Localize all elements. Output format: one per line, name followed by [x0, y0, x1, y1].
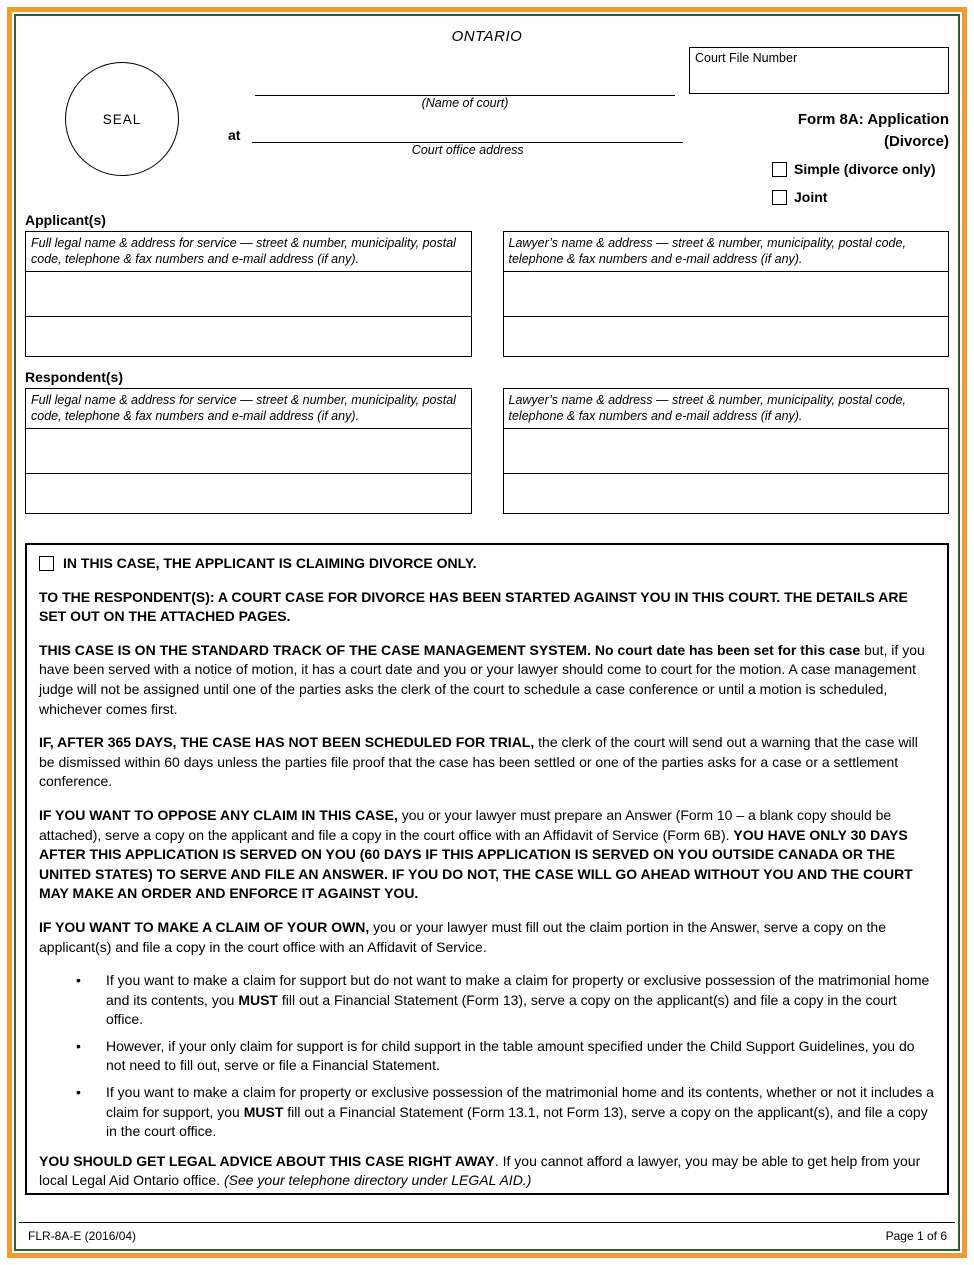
bullet-support-claim-text — [106, 971, 935, 1030]
bullet-3-pre: If you want to make a claim for property or exclusive possession of the matrimonial home and its contents, whether or not it includes a claim for support, you — [106, 1084, 934, 1120]
trial-365-bold: IF, AFTER 365 DAYS, THE CASE HAS NOT BEEN SCHEDULED FOR TRIAL, — [39, 734, 535, 751]
form-subtitle: (Divorce) — [883, 133, 949, 150]
divorce-only-checkbox[interactable] — [39, 556, 54, 571]
divorce-only-text: IN THIS CASE, THE APPLICANT IS CLAIMING DIVORCE ONLY. — [63, 555, 477, 571]
applicant-lawyer-input-1[interactable] — [504, 272, 949, 317]
oppose-bold-1: IF YOU WANT TO OPPOSE ANY CLAIM IN THIS CASE, — [39, 806, 398, 823]
respondent-name-address-input-1[interactable] — [26, 429, 471, 474]
bullet-1-bold: MUST — [238, 991, 278, 1008]
court-identification-area — [228, 70, 683, 158]
bullet-icon: • — [76, 972, 81, 989]
at-label: at — [228, 127, 241, 143]
standard-track-rest: but, if you have been served with a notice of motion, it has a court date and you or your lawyer should come to court for the motion. A case management judge will not be assigned until one of the parties asks the clerk of the court to schedule a case conference or until a motion is scheduled, whichever comes first. — [39, 641, 925, 717]
bullet-1-post: fill out a Financial Statement (Form 13), serve a copy on the applicant(s) and file a copy in the court office. — [106, 991, 897, 1028]
court-office-address-field[interactable] — [252, 119, 683, 143]
court-office-address-column — [252, 119, 683, 158]
court-file-number-box — [689, 47, 949, 94]
outer-orange-border — [7, 7, 967, 1258]
respondent-name-address-input-2[interactable] — [26, 474, 471, 513]
own-claim-bold: IF YOU WANT TO MAKE A CLAIM OF YOUR OWN, — [39, 918, 370, 935]
trial-365-paragraph — [39, 733, 935, 792]
applicant-lawyer-box — [503, 231, 950, 357]
oppose-claim-paragraph — [39, 806, 935, 904]
respondents-grid — [25, 388, 949, 514]
court-office-address-caption: Court office address — [411, 143, 524, 157]
bullet-property-claim — [39, 1083, 935, 1142]
applicant-name-address-header: Full legal name & address for service — street & number, municipality, postal code, telephone & fax numbers and e-mail address (if any). — [26, 232, 471, 272]
bullet-3-bold: MUST — [243, 1103, 284, 1120]
seal-label: SEAL — [102, 111, 142, 127]
respondent-lawyer-input-1[interactable] — [504, 429, 949, 474]
form-identification — [744, 109, 949, 208]
respondent-name-address-box — [25, 388, 472, 514]
notice-to-respondent-box — [25, 543, 949, 1195]
legal-advice-paragraph — [39, 1152, 935, 1191]
respondent-name-address-header: Full legal name & address for service — street & number, municipality, postal code, telephone & fax numbers and e-mail address (if any). — [26, 389, 471, 429]
bullet-support-claim — [39, 971, 935, 1030]
respondent-lawyer-header: Lawyer’s name & address — street & number, municipality, postal code, telephone & fax numbers and e-mail address (if any). — [504, 389, 949, 429]
applicant-name-address-input-2[interactable] — [26, 317, 471, 356]
simple-divorce-checkbox[interactable] — [772, 162, 787, 177]
court-seal — [65, 62, 179, 176]
form-title: Form 8A: Application — [797, 111, 949, 128]
respondents-heading: Respondent(s) — [25, 369, 123, 385]
applicant-name-address-box — [25, 231, 472, 357]
name-of-court-caption: (Name of court) — [421, 96, 509, 110]
name-of-court-field[interactable] — [255, 70, 675, 96]
own-claim-paragraph — [39, 918, 935, 957]
form-code: FLR-8A-E (2016/04) — [28, 1229, 137, 1243]
bullet-icon: • — [76, 1037, 81, 1054]
oppose-bold-2: YOU HAVE ONLY 30 DAYS AFTER THIS APPLICATION IS SERVED ON YOU (60 DAYS IF THIS APPLICATION IS SERVED ON YOU OUTSIDE CANADA OR THE UNITED STATES) TO SERVE AND FILE AN ANSWER. IF YOU DO NOT, THE CASE WILL GO AHEAD WITHOUT YOU AND THE COURT MAY MAKE AN ORDER AND ENFORCE IT AGAINST YOU. — [39, 826, 913, 902]
bullet-child-support-text — [106, 1037, 935, 1076]
joint-divorce-checkbox[interactable] — [772, 190, 787, 205]
standard-track-bold: THIS CASE IS ON THE STANDARD TRACK OF THE CASE MANAGEMENT SYSTEM. No court date has been set for this case — [39, 641, 861, 658]
page-number: Page 1 of 6 — [885, 1229, 947, 1243]
simple-divorce-label: Simple (divorce only) — [794, 161, 936, 177]
respondent-lawyer-input-2[interactable] — [504, 474, 949, 513]
standard-track-paragraph — [39, 641, 935, 719]
divorce-type-options — [772, 158, 949, 208]
court-file-number-input[interactable] — [695, 65, 943, 89]
court-file-number-label: Court File Number — [695, 51, 798, 65]
divorce-only-claim-row — [39, 554, 935, 574]
form-header — [25, 26, 949, 212]
applicants-grid — [25, 231, 949, 357]
province-title: ONTARIO — [451, 28, 523, 45]
joint-divorce-label: Joint — [794, 189, 828, 205]
inner-green-border — [14, 14, 960, 1251]
bullet-property-claim-text — [106, 1083, 935, 1142]
legal-advice-bold: YOU SHOULD GET LEGAL ADVICE ABOUT THIS CASE RIGHT AWAY — [39, 1152, 495, 1169]
applicants-heading: Applicant(s) — [25, 212, 106, 228]
applicant-lawyer-input-2[interactable] — [504, 317, 949, 356]
court-address-row — [228, 119, 683, 158]
respondent-lawyer-box — [503, 388, 950, 514]
legal-advice-mid: . If you cannot afford a lawyer, you may be able to get help from your local Legal Aid Ontario office. — [39, 1152, 921, 1189]
bullet-child-support — [39, 1037, 935, 1076]
trial-365-rest: the clerk of the court will send out a warning that the case will be dismissed within 60 days unless the parties file proof that the case has been settled or one of the parties asks for a case or a settlement conference. — [39, 734, 918, 790]
bullet-2-pre: However, if your only claim for support is for child support in the table amount specified under the Child Support Guidelines, you do not need to fill out, serve or file a Financial Statement. — [106, 1037, 915, 1074]
page-footer — [19, 1222, 955, 1243]
joint-divorce-option[interactable] — [772, 186, 827, 208]
applicant-lawyer-header: Lawyer’s name & address — street & number, municipality, postal code, telephone & fax numbers and e-mail address (if any). — [504, 232, 949, 272]
oppose-mid: you or your lawyer must prepare an Answer (Form 10 – a blank copy should be attached), serve a copy on the applicant and file a copy in the court office with an Affidavit of Service (Form 6B). — [39, 806, 892, 843]
legal-advice-italic: (See your telephone directory under LEGAL AID.) — [223, 1172, 532, 1189]
to-respondent-paragraph: TO THE RESPONDENT(S): A COURT CASE FOR DIVORCE HAS BEEN STARTED AGAINST YOU IN THIS COURT. THE DETAILS ARE SET OUT ON THE ATTACHED PAGES. — [39, 588, 908, 625]
applicant-name-address-input-1[interactable] — [26, 272, 471, 317]
own-claim-rest: you or your lawyer must fill out the claim portion in the Answer, serve a copy on the applicant(s) and file a copy in the court office with an Affidavit of Service. — [39, 918, 886, 955]
bullet-1-pre: If you want to make a claim for support but do not want to make a claim for property or exclusive possession of the matrimonial home and its contents, you — [106, 972, 930, 1008]
bullet-3-post: fill out a Financial Statement (Form 13.1, not Form 13), serve a copy on the applicant(s), and file a copy in the court office. — [106, 1103, 928, 1140]
simple-divorce-option[interactable] — [772, 158, 936, 180]
bullet-icon: • — [76, 1084, 81, 1101]
